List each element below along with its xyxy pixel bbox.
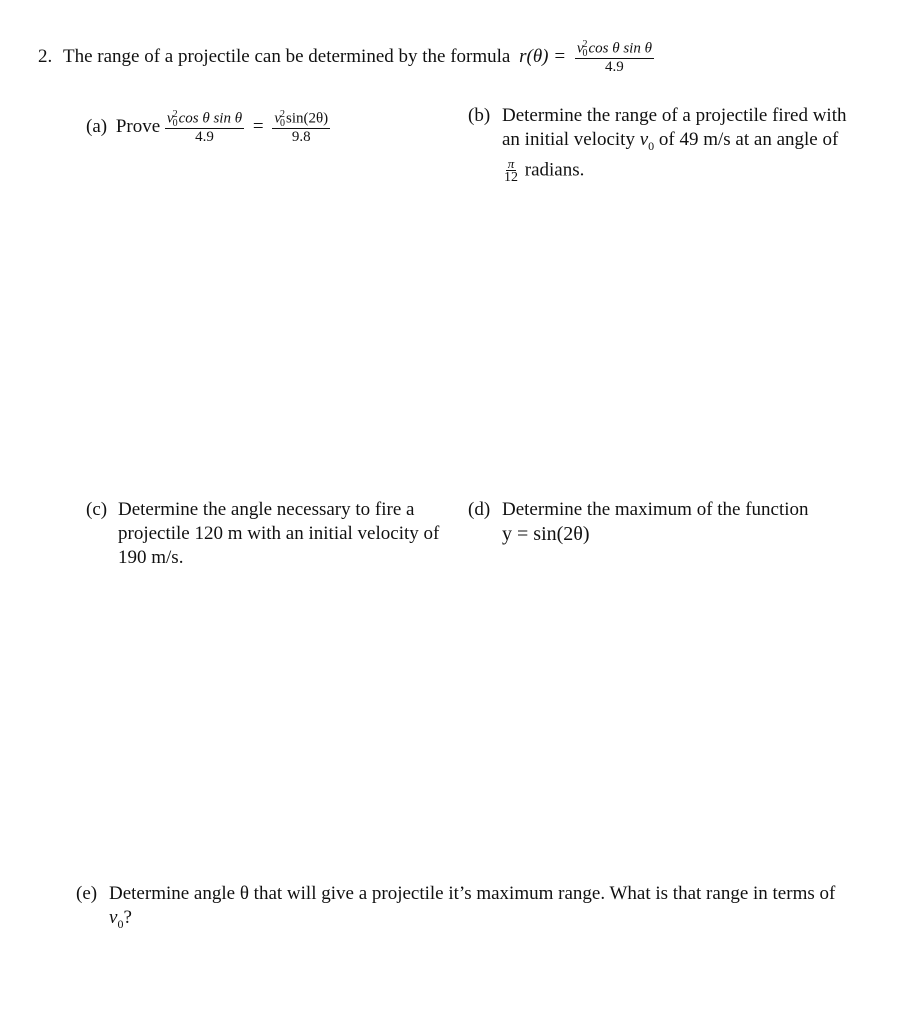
part-c-line3: 190 m/s. [118, 547, 184, 568]
part-b-line3: $\frac{\pi}{12}$ radians. [504, 155, 585, 185]
part-c-label: (c) [86, 499, 108, 520]
part-c-line2: projectile 120 m with an initial velocity of [118, 523, 440, 544]
pi-over-twelve: $\frac{\pi}{12}$ [504, 155, 518, 185]
part-b-line2: an initial velocity $v_0$ of 49 m/s at an angle of [502, 129, 839, 153]
part-b-label: (b) [468, 105, 491, 126]
part-d [468, 498, 888, 546]
part-e [76, 882, 916, 936]
part-a-right-fraction: v 2 0 sin(2θ) 9.8 [274, 109, 329, 145]
part-a [86, 110, 330, 145]
part-a-label: (a) [86, 115, 108, 137]
range-formula-numerator: v 2 0 cos θ sin θ [576, 39, 652, 59]
part-d-function: y = sin(2θ) [502, 523, 590, 545]
range-formula-denominator: 4.9 [605, 59, 624, 75]
part-a-left-fraction: v 2 0 cos θ sin θ 4.9 [166, 109, 243, 145]
part-e-line1: Determine angle θ that will give a projectile it’s maximum range. What is that range in terms of [109, 883, 836, 904]
part-d-line1: Determine the maximum of the function [502, 499, 809, 520]
part-b [468, 104, 888, 184]
part-c-line1: Determine the angle necessary to fire a [118, 499, 415, 520]
part-d-label: (d) [468, 499, 491, 520]
problem-number: 2. [38, 45, 53, 67]
formula-lhs: r(θ) = [519, 45, 567, 67]
part-b-line1: Determine the range of a projectile fired with [502, 105, 847, 126]
problem-intro: The range of a projectile can be determined by the formula [63, 45, 511, 67]
part-c [86, 498, 466, 570]
range-formula-fraction [575, 40, 654, 75]
problem-statement [38, 40, 654, 75]
part-a-equals: = [252, 115, 264, 137]
part-a-prove: Prove [115, 115, 161, 137]
part-e-line2: $v_0$? [109, 907, 132, 931]
part-e-label: (e) [76, 883, 98, 904]
